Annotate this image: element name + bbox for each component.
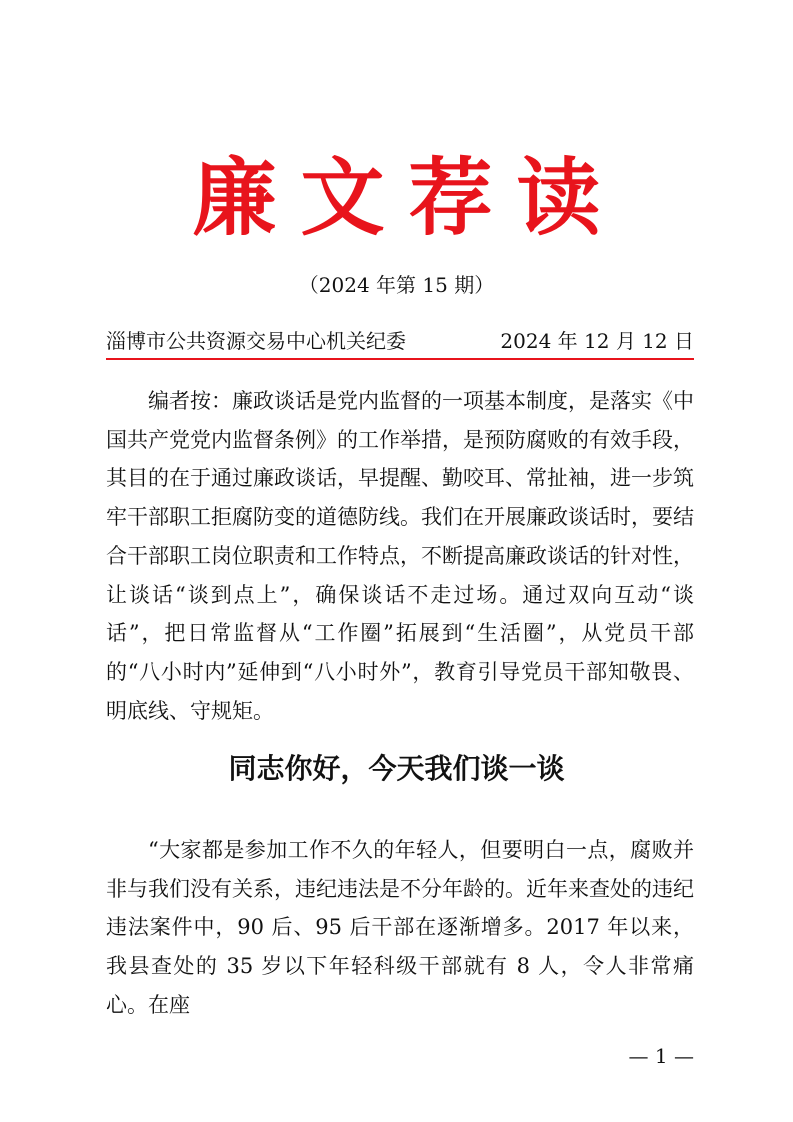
issuing-organization: 淄博市公共资源交易中心机关纪委 (106, 329, 406, 353)
header-divider (106, 358, 694, 360)
issue-number: （2024 年第 15 期） (298, 273, 495, 297)
article-paragraph: “大家都是参加工作不久的年轻人，但要明白一点，腐败并非与我们没有关系，违纪违法是不分年龄的。近年来查处的违纪违法案件中，90 后、95 后干部在逐渐增多。2017 年以来，我县查处的 35 岁以下年轻科级干部就有 8 人，令人非常痛心。在座 (106, 838, 694, 1017)
article-title: 同志你好，今天我们谈一谈 (228, 752, 565, 785)
masthead-title: 廉文荐读 (192, 148, 625, 247)
publication-info (106, 326, 694, 356)
publication-date: 2024 年 12 月 12 日 (500, 329, 694, 353)
editor-note: 编者按：廉政谈话是党内监督的一项基本制度，是落实《中国共产党党内监督条例》的工作举措，是预防腐败的有效手段，其目的在于通过廉政谈话，早提醒、勤咬耳、常扯袖，进一步筑牢干部职工拒腐防变的道德防线。我们在开展廉政谈话时，要结合干部职工岗位职责和工作特点，不断提高廉政谈话的针对性，让谈话“谈到点上”，确保谈话不走过场。通过双向互动“谈话”，把日常监督从“工作圈”拓展到“生活圈”，从党员干部的“八小时内”延伸到“八小时外”，教育引导党员干部知敬畏、明底线、守规矩。 (106, 389, 694, 723)
page-number: — 1 — (628, 1044, 694, 1068)
